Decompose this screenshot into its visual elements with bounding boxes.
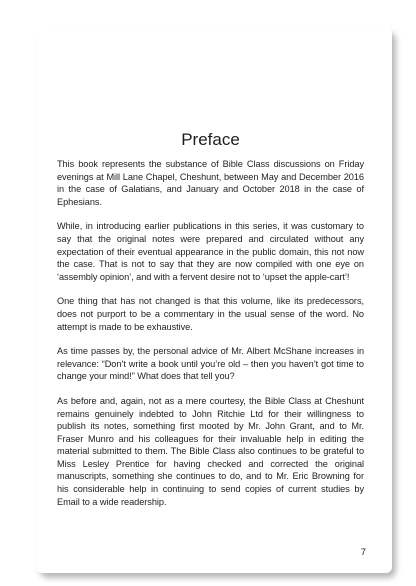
paragraph-5: As before and, again, not as a mere courtesy, the Bible Class at Cheshunt remains genuinely indebted to John Ritchie Ltd for their willingness to publish its notes, something first mooted by Mr. John Grant, and to Mr. Fraser Munro and his colleagues for their invaluable help in editing the material submitted to them. The Bible Class also continues to be grateful to Miss Lesley Prentice for having checked and corrected the original manuscripts, something she continues to do, and to Mr. Eric Browning for his considerable help in continuing to send copies of current studies by Email to a wide readership. (57, 395, 364, 507)
paragraph-2: While, in introducing earlier publications in this series, it was customary to say that the original notes were prepared and circulated without any expectation of their eventual appearance in the public domain, this not now the case. That is not to say that they are now compiled with one eye on ‘assembly opinion’, and with a fervent desire not to ‘upset the apple-cart’! (57, 221, 364, 282)
book-page (36, 27, 392, 573)
paragraph-3: One thing that has not changed is that this volume, like its predecessors, does not purport to be a commentary in the usual sense of the word. No attempt is made to be exhaustive. (57, 296, 364, 332)
paragraph-4: As time passes by, the personal advice of Mr. Albert McShane increases in relevance: “Don’t write a book until you’re old – then you haven’t got time to change your mind!” What does that tell you? (57, 346, 364, 382)
page-title: Preface (181, 130, 240, 149)
paragraph-1: This book represents the substance of Bible Class discussions on Friday evenings at Mill Lane Chapel, Cheshunt, between May and December 2016 in the case of Galatians, and January and October 2018 in the case of Ephesians. (57, 159, 364, 207)
page-number: 7 (360, 547, 366, 558)
